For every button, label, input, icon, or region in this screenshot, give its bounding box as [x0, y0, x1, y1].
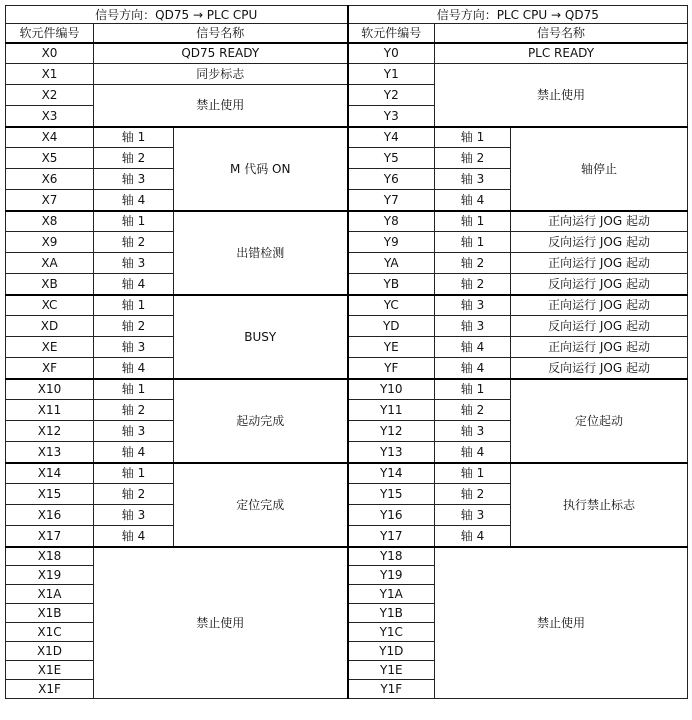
x-axis-cell: 轴 1 — [94, 127, 174, 148]
y-axis-cell: 轴 2 — [435, 484, 511, 505]
signal-rev-jog: 反向运行 JOG 起动 — [511, 316, 688, 337]
signal-positioning-start: 定位起动 — [511, 379, 688, 463]
x-axis-cell: 轴 4 — [94, 274, 174, 295]
y-device-cell: Y1 — [348, 64, 435, 85]
x-device-cell: X1 — [6, 64, 94, 85]
signal-y-prohibited: 禁止使用 — [435, 64, 688, 127]
y-axis-cell: 轴 1 — [435, 463, 511, 484]
x-device-cell: XC — [6, 295, 94, 316]
x-axis-cell: 轴 2 — [94, 484, 174, 505]
signal-plc-ready: PLC READY — [435, 43, 688, 64]
x-device-cell: X13 — [6, 442, 94, 463]
y-device-cell: Y1E — [348, 661, 435, 680]
x-device-cell: X19 — [6, 566, 94, 585]
signal-rev-jog: 反向运行 JOG 起动 — [511, 358, 688, 379]
y-device-cell: Y12 — [348, 421, 435, 442]
y-axis-cell: 轴 1 — [435, 127, 511, 148]
x-axis-cell: 轴 2 — [94, 232, 174, 253]
y-device-cell: Y7 — [348, 190, 435, 211]
signal-sync-flag: 同步标志 — [94, 64, 348, 85]
y-device-cell: Y1B — [348, 604, 435, 623]
y-device-cell: Y0 — [348, 43, 435, 64]
y-device-cell: Y16 — [348, 505, 435, 526]
y-device-cell: Y17 — [348, 526, 435, 547]
left-signal-name-header: 信号名称 — [94, 24, 348, 43]
y-device-cell: Y6 — [348, 169, 435, 190]
x-device-cell: X1D — [6, 642, 94, 661]
x-axis-cell: 轴 3 — [94, 253, 174, 274]
y-axis-cell: 轴 1 — [435, 232, 511, 253]
table-row — [6, 127, 688, 148]
table-row — [6, 547, 688, 566]
y-device-cell: Y1C — [348, 623, 435, 642]
y-axis-cell: 轴 3 — [435, 421, 511, 442]
signal-positioning-complete: 定位完成 — [174, 463, 348, 547]
x-device-cell: X11 — [6, 400, 94, 421]
table-row — [6, 64, 688, 85]
y-device-cell: Y1F — [348, 680, 435, 699]
x-axis-cell: 轴 2 — [94, 148, 174, 169]
x-device-cell: X9 — [6, 232, 94, 253]
y-device-cell: Y19 — [348, 566, 435, 585]
x-axis-cell: 轴 3 — [94, 337, 174, 358]
x-axis-cell: 轴 3 — [94, 169, 174, 190]
signal-error-detect: 出错检测 — [174, 211, 348, 295]
y-axis-cell: 轴 2 — [435, 274, 511, 295]
x-axis-cell: 轴 2 — [94, 400, 174, 421]
y-axis-cell: 轴 2 — [435, 253, 511, 274]
x-device-cell: XE — [6, 337, 94, 358]
x-axis-cell: 轴 1 — [94, 379, 174, 400]
x-device-cell: X6 — [6, 169, 94, 190]
signal-y-prohibited-bottom: 禁止使用 — [435, 547, 688, 699]
table-row — [6, 43, 688, 64]
signal-x-prohibited-bottom: 禁止使用 — [94, 547, 348, 699]
y-axis-cell: 轴 4 — [435, 358, 511, 379]
y-device-cell: Y10 — [348, 379, 435, 400]
x-device-cell: X2 — [6, 85, 94, 106]
y-device-cell: YE — [348, 337, 435, 358]
x-device-cell: X18 — [6, 547, 94, 566]
x-device-cell: X12 — [6, 421, 94, 442]
x-axis-cell: 轴 3 — [94, 421, 174, 442]
y-device-cell: Y4 — [348, 127, 435, 148]
x-device-cell: X15 — [6, 484, 94, 505]
y-axis-cell: 轴 4 — [435, 526, 511, 547]
y-axis-cell: 轴 3 — [435, 295, 511, 316]
x-device-cell: X0 — [6, 43, 94, 64]
y-axis-cell: 轴 3 — [435, 505, 511, 526]
x-device-cell: X7 — [6, 190, 94, 211]
y-device-cell: Y14 — [348, 463, 435, 484]
x-device-cell: X8 — [6, 211, 94, 232]
y-device-cell: YC — [348, 295, 435, 316]
y-axis-cell: 轴 4 — [435, 190, 511, 211]
y-device-cell: Y5 — [348, 148, 435, 169]
left-direction-header: 信号方向：QD75 → PLC CPU — [6, 6, 348, 24]
y-device-cell: Y11 — [348, 400, 435, 421]
signal-x-prohibited: 禁止使用 — [94, 85, 348, 127]
signal-axis-stop: 轴停止 — [511, 127, 688, 211]
y-device-cell: YB — [348, 274, 435, 295]
x-device-cell: XF — [6, 358, 94, 379]
x-device-cell: X3 — [6, 106, 94, 127]
signal-execution-prohibition-flag: 执行禁止标志 — [511, 463, 688, 547]
y-device-cell: Y8 — [348, 211, 435, 232]
y-device-cell: Y2 — [348, 85, 435, 106]
y-device-cell: Y1A — [348, 585, 435, 604]
x-axis-cell: 轴 4 — [94, 442, 174, 463]
x-device-cell: X10 — [6, 379, 94, 400]
y-axis-cell: 轴 1 — [435, 211, 511, 232]
header-columns-row — [6, 24, 688, 43]
right-direction-header: 信号方向：PLC CPU → QD75 — [348, 6, 688, 24]
signal-fwd-jog: 正向运行 JOG 起动 — [511, 295, 688, 316]
signal-qd75-ready: QD75 READY — [94, 43, 348, 64]
table-row — [6, 211, 688, 232]
header-direction-row — [6, 6, 688, 24]
x-device-cell: X1F — [6, 680, 94, 699]
signal-fwd-jog: 正向运行 JOG 起动 — [511, 253, 688, 274]
x-axis-cell: 轴 4 — [94, 526, 174, 547]
x-device-cell: XA — [6, 253, 94, 274]
y-axis-cell: 轴 4 — [435, 337, 511, 358]
table-row — [6, 295, 688, 316]
x-device-cell: X14 — [6, 463, 94, 484]
signal-m-code-on: M 代码 ON — [174, 127, 348, 211]
io-signal-table — [5, 5, 688, 699]
signal-busy: BUSY — [174, 295, 348, 379]
x-device-cell: X1E — [6, 661, 94, 680]
x-axis-cell: 轴 2 — [94, 316, 174, 337]
y-axis-cell: 轴 4 — [435, 442, 511, 463]
y-axis-cell: 轴 3 — [435, 316, 511, 337]
table-row — [6, 463, 688, 484]
y-axis-cell: 轴 3 — [435, 169, 511, 190]
x-device-cell: X16 — [6, 505, 94, 526]
x-device-cell: X5 — [6, 148, 94, 169]
x-device-cell: XD — [6, 316, 94, 337]
x-axis-cell: 轴 3 — [94, 505, 174, 526]
y-device-cell: YD — [348, 316, 435, 337]
y-device-cell: Y9 — [348, 232, 435, 253]
x-device-cell: X1C — [6, 623, 94, 642]
x-axis-cell: 轴 4 — [94, 358, 174, 379]
x-axis-cell: 轴 1 — [94, 211, 174, 232]
y-device-cell: Y15 — [348, 484, 435, 505]
y-device-cell: Y1D — [348, 642, 435, 661]
x-device-cell: XB — [6, 274, 94, 295]
x-device-cell: X17 — [6, 526, 94, 547]
x-device-cell: X4 — [6, 127, 94, 148]
signal-fwd-jog: 正向运行 JOG 起动 — [511, 211, 688, 232]
x-axis-cell: 轴 1 — [94, 295, 174, 316]
y-device-cell: YF — [348, 358, 435, 379]
y-device-cell: YA — [348, 253, 435, 274]
y-axis-cell: 轴 1 — [435, 379, 511, 400]
y-device-cell: Y18 — [348, 547, 435, 566]
y-device-cell: Y3 — [348, 106, 435, 127]
signal-start-complete: 起动完成 — [174, 379, 348, 463]
right-device-no-header: 软元件编号 — [348, 24, 435, 43]
y-device-cell: Y13 — [348, 442, 435, 463]
y-axis-cell: 轴 2 — [435, 148, 511, 169]
signal-fwd-jog: 正向运行 JOG 起动 — [511, 337, 688, 358]
x-axis-cell: 轴 4 — [94, 190, 174, 211]
left-device-no-header: 软元件编号 — [6, 24, 94, 43]
x-device-cell: X1A — [6, 585, 94, 604]
table-row — [6, 379, 688, 400]
x-axis-cell: 轴 1 — [94, 463, 174, 484]
x-device-cell: X1B — [6, 604, 94, 623]
y-axis-cell: 轴 2 — [435, 400, 511, 421]
signal-rev-jog: 反向运行 JOG 起动 — [511, 274, 688, 295]
signal-rev-jog: 反向运行 JOG 起动 — [511, 232, 688, 253]
right-signal-name-header: 信号名称 — [435, 24, 688, 43]
